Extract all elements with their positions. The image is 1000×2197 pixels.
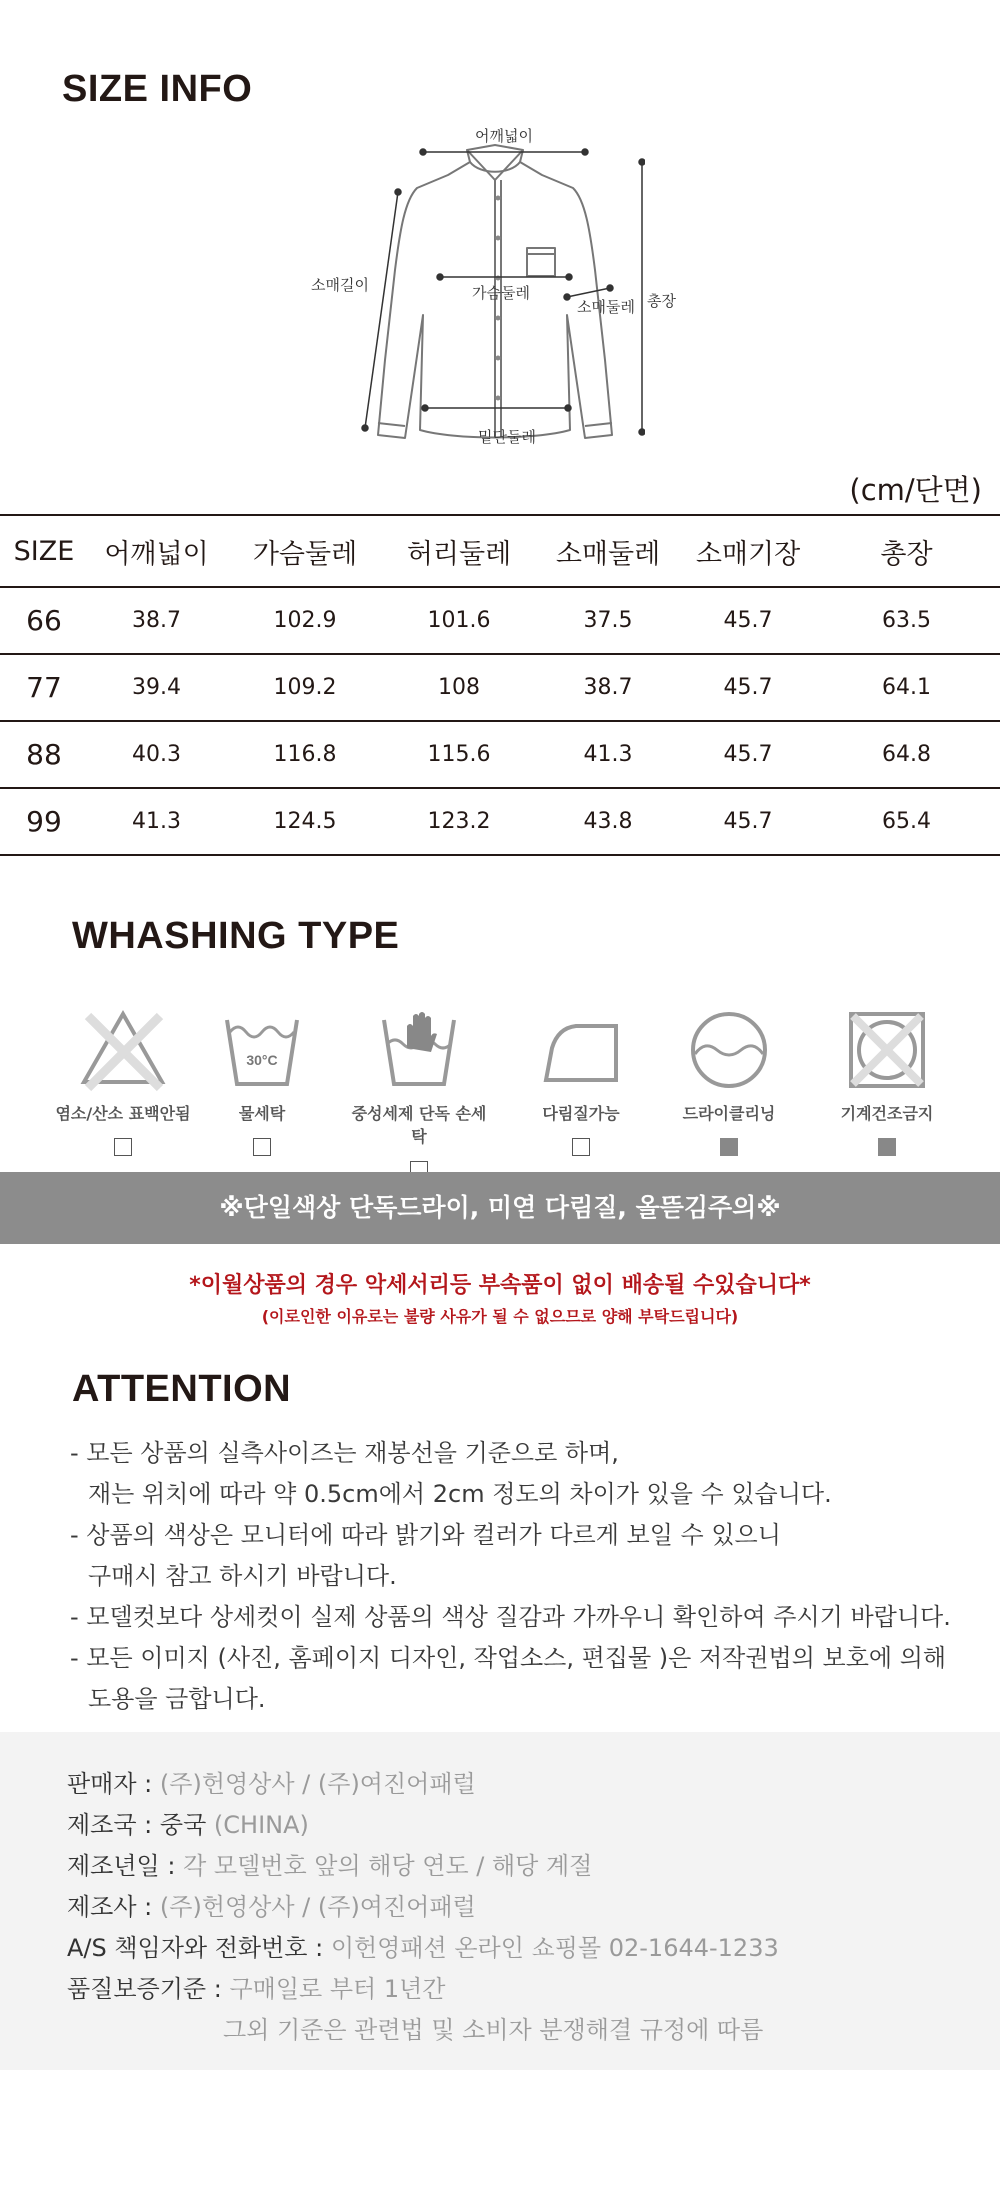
info-key: 품질보증기준 : xyxy=(67,1975,230,2003)
info-value: 그외 기준은 관련법 및 소비자 분쟁해결 규정에 따름 xyxy=(223,2016,764,2044)
label-chest: 가슴둘레 xyxy=(472,284,530,302)
label-hem: 밑단둘레 xyxy=(478,428,536,446)
wash-item-no-bleach xyxy=(48,1005,198,1156)
info-key: 제조사 : xyxy=(67,1893,160,1921)
info-key: 제조국 : 중국 xyxy=(67,1811,214,1839)
wash-item-no-tumble-dry xyxy=(812,1005,962,1156)
label-shoulder: 어깨넓이 xyxy=(475,127,533,145)
info-key: 제조년일 : xyxy=(67,1852,184,1880)
size-table-header xyxy=(0,515,1000,587)
table-cell: 66 xyxy=(0,587,88,654)
attention-line: - 모든 상품의 실측사이즈는 재봉선을 기준으로 하며, xyxy=(70,1439,619,1467)
washing-type-title: WHASHING TYPE xyxy=(72,915,400,957)
checkbox xyxy=(114,1138,132,1156)
wash-item-water-wash xyxy=(187,1005,337,1156)
no-bleach-icon xyxy=(78,1008,168,1092)
wash-item-dry-clean xyxy=(654,1005,804,1156)
checkbox xyxy=(572,1138,590,1156)
table-row xyxy=(0,587,1000,654)
size-table xyxy=(0,514,1000,856)
info-row-as-contact xyxy=(67,1928,779,1969)
table-cell: 65.4 xyxy=(813,788,1000,855)
table-cell: 45.7 xyxy=(683,721,813,788)
table-cell: 77 xyxy=(0,654,88,721)
info-row-other xyxy=(67,2010,779,2051)
table-cell: 38.7 xyxy=(88,587,225,654)
attention-line: - 모델컷보다 상세컷이 실제 상품의 색상 질감과 가까우니 확인하여 주시기 바랍니다. xyxy=(70,1603,951,1631)
table-cell: 124.5 xyxy=(225,788,385,855)
info-row-date xyxy=(67,1846,779,1887)
info-value: 구매일로 부터 1년간 xyxy=(229,1975,446,2003)
temperature-label: 30°C xyxy=(246,1052,278,1068)
table-cell: 101.6 xyxy=(385,587,533,654)
checkbox-checked xyxy=(878,1138,896,1156)
info-value: 각 모델번호 앞의 해당 연도 / 해당 계절 xyxy=(183,1852,593,1880)
attention-title: ATTENTION xyxy=(72,1368,292,1410)
attention-line: - 상품의 색상은 모니터에 따라 밝기와 컬러가 다르게 보일 수 있으니 xyxy=(70,1521,781,1549)
wash-label: 드라이클리닝 xyxy=(682,1104,776,1123)
table-cell: 109.2 xyxy=(225,654,385,721)
header-chest: 가슴둘레 xyxy=(225,515,385,587)
size-info-title: SIZE INFO xyxy=(62,68,253,110)
info-key: 판매자 : xyxy=(67,1770,160,1798)
table-cell: 63.5 xyxy=(813,587,1000,654)
header-sleeve-round: 소매둘레 xyxy=(533,515,683,587)
table-row xyxy=(0,788,1000,855)
table-cell: 64.8 xyxy=(813,721,1000,788)
attention-line: 구매시 참고 하시기 바랍니다. xyxy=(88,1562,397,1590)
header-size: SIZE xyxy=(0,515,88,587)
attention-line: 도용을 금합니다. xyxy=(88,1685,266,1713)
table-cell: 88 xyxy=(0,721,88,788)
info-row-warranty xyxy=(67,1969,779,2010)
wash-item-hand-wash xyxy=(344,1005,494,1179)
checkbox-checked xyxy=(720,1138,738,1156)
table-cell: 64.1 xyxy=(813,654,1000,721)
table-row xyxy=(0,654,1000,721)
wash-label: 기계건조금지 xyxy=(840,1104,934,1123)
table-cell: 37.5 xyxy=(533,587,683,654)
table-cell: 41.3 xyxy=(88,788,225,855)
header-waist: 허리둘레 xyxy=(385,515,533,587)
table-cell: 102.9 xyxy=(225,587,385,654)
header-total-length: 총장 xyxy=(813,515,1000,587)
no-tumble-dry-icon xyxy=(845,1008,929,1092)
attention-list xyxy=(70,1433,951,1720)
dry-clean-icon xyxy=(687,1008,771,1092)
info-value: (주)헌영상사 / (주)여진어패럴 xyxy=(159,1770,476,1798)
checkbox xyxy=(253,1138,271,1156)
label-sleeve-length: 소매길이 xyxy=(311,276,369,294)
table-row xyxy=(0,721,1000,788)
table-cell: 45.7 xyxy=(683,654,813,721)
unit-label: (cm/단면) xyxy=(849,473,982,507)
seller-info-list xyxy=(67,1764,779,2051)
table-cell: 39.4 xyxy=(88,654,225,721)
info-row-country xyxy=(67,1805,779,1846)
hand-wash-icon xyxy=(379,1008,459,1092)
info-row-seller xyxy=(67,1764,779,1805)
wash-item-iron xyxy=(506,1005,656,1156)
wash-label: 물세탁 xyxy=(238,1104,286,1123)
table-cell: 43.8 xyxy=(533,788,683,855)
care-banner: ※단일색상 단독드라이, 미엳 다림질, 올뜯김주의※ xyxy=(0,1172,1000,1244)
attention-line: - 모든 이미지 (사진, 홈페이지 디자인, 작업소스, 편집물 )은 저작권법의 보호에 의해 xyxy=(70,1644,947,1672)
info-value: (주)헌영상사 / (주)여진어패럴 xyxy=(159,1893,476,1921)
accessory-notice-sub: (이로인한 이유로는 불량 사유가 될 수 없으므로 양해 부탁드립니다) xyxy=(261,1307,739,1326)
table-cell: 40.3 xyxy=(88,721,225,788)
info-value: 이헌영패션 온라인 쇼핑몰 02-1644-1233 xyxy=(330,1934,779,1962)
iron-icon xyxy=(536,1008,626,1092)
info-row-manufacturer xyxy=(67,1887,779,1928)
table-cell: 99 xyxy=(0,788,88,855)
table-cell: 115.6 xyxy=(385,721,533,788)
label-sleeve-round: 소매둘레 xyxy=(577,298,635,316)
accessory-notice: *이월상품의 경우 악세서리등 부속품이 없이 배송될 수있습니다* xyxy=(189,1273,811,1298)
info-value: (CHINA) xyxy=(213,1811,309,1839)
table-cell: 38.7 xyxy=(533,654,683,721)
table-cell: 45.7 xyxy=(683,587,813,654)
attention-line: 재는 위치에 따라 약 0.5cm에서 2cm 정도의 차이가 있을 수 있습니다. xyxy=(88,1480,832,1508)
wash-tub-icon xyxy=(222,1008,302,1092)
table-cell: 116.8 xyxy=(225,721,385,788)
header-sleeve-length: 소매기장 xyxy=(683,515,813,587)
table-cell: 45.7 xyxy=(683,788,813,855)
header-shoulder: 어깨넓이 xyxy=(88,515,225,587)
info-key: A/S 책임자와 전화번호 : xyxy=(67,1934,331,1962)
table-cell: 108 xyxy=(385,654,533,721)
table-cell: 123.2 xyxy=(385,788,533,855)
label-total-length: 총장 xyxy=(647,292,676,310)
wash-label: 다림질가능 xyxy=(542,1104,620,1123)
wash-label: 중성세제 단독 손세탁 xyxy=(351,1104,487,1146)
wash-label: 염소/산소 표백안됨 xyxy=(55,1104,191,1123)
table-cell: 41.3 xyxy=(533,721,683,788)
